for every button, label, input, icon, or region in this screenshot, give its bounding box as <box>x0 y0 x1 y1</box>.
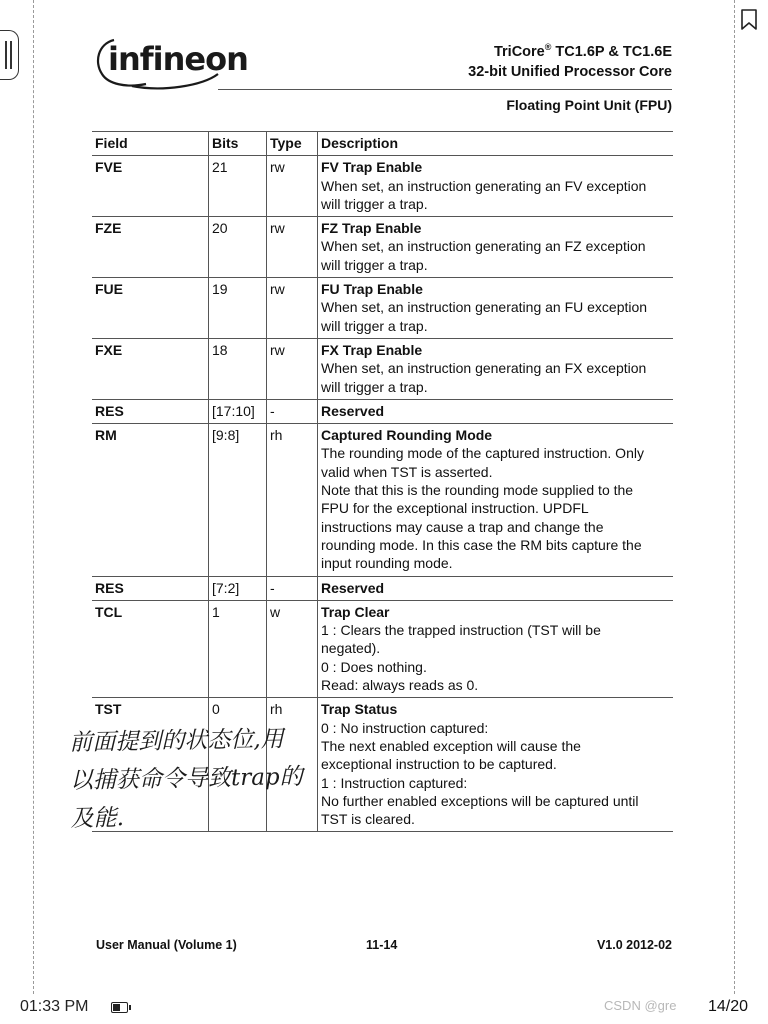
note-line: 前面提到的状态位,用 <box>69 726 284 757</box>
description-line: When set, an instruction generating an FZ exception <box>321 238 646 255</box>
description-title: Trap Clear <box>321 603 390 620</box>
description-line: 1 : Clears the trapped instruction (TST will be <box>321 622 601 639</box>
table-row <box>92 576 673 600</box>
type-cell: rh <box>267 424 318 576</box>
description-line: When set, an instruction generating an FU exception <box>321 299 648 316</box>
description-line: When set, an instruction generating an FX exception <box>321 360 647 377</box>
field-name-cell: TST <box>92 698 209 832</box>
type-cell: rh <box>267 698 318 832</box>
page-indicator[interactable]: 14/20 <box>708 998 749 1015</box>
bits-cell: [7:2] <box>209 576 267 600</box>
description-cell <box>318 278 674 339</box>
bits-cell: 18 <box>209 338 267 399</box>
field-name-cell: RES <box>92 399 209 423</box>
description-line: When set, an instruction generating an FV exception <box>321 177 647 194</box>
logo-text: infineon <box>108 40 248 78</box>
description-line: The next enabled exception will cause the <box>321 737 581 754</box>
description-line: valid when TST is asserted. <box>321 463 493 480</box>
clock: 01:33 PM <box>20 998 89 1015</box>
description-title: FV Trap Enable <box>321 159 423 176</box>
description-line: will trigger a trap. <box>321 378 428 395</box>
description-line: input rounding mode. <box>321 555 453 572</box>
bookmark-icon[interactable] <box>740 8 758 32</box>
bits-cell: 19 <box>209 278 267 339</box>
footer-manual-title: User Manual (Volume 1) <box>96 938 237 952</box>
note-line: 以捕获命令导致trap的 <box>69 763 303 795</box>
description-title: Reserved <box>321 579 385 596</box>
description-line: will trigger a trap. <box>321 256 428 273</box>
description-line: 0 : Does nothing. <box>321 658 427 675</box>
description-title: Trap Status <box>321 701 398 718</box>
description-title: Reserved <box>321 402 385 419</box>
description-line: No further enabled exceptions will be captured until <box>321 792 639 809</box>
description-cell <box>318 576 674 600</box>
bits-cell: 0 <box>209 698 267 832</box>
table-row <box>92 156 673 217</box>
table-row <box>92 600 673 697</box>
description-line: instructions may cause a trap and change the <box>321 518 604 535</box>
description-cell <box>318 424 674 576</box>
type-cell: rw <box>267 338 318 399</box>
description-line: exceptional instruction to be captured. <box>321 756 557 773</box>
side-panel-handle[interactable] <box>0 30 19 80</box>
description-cell <box>318 399 674 423</box>
column-header-field: Field <box>92 132 209 156</box>
section-title: Floating Point Unit (FPU) <box>506 97 672 113</box>
description-line: Note that this is the rounding mode supplied to the <box>321 482 634 499</box>
field-name-cell: TCL <box>92 600 209 697</box>
watermark: CSDN @gre <box>604 998 677 1013</box>
table-row <box>92 399 673 423</box>
description-title: FX Trap Enable <box>321 341 423 358</box>
description-line: negated). <box>321 640 381 657</box>
type-cell: rw <box>267 156 318 217</box>
column-header-type: Type <box>267 132 318 156</box>
footer-version: V1.0 2012-02 <box>596 938 672 952</box>
field-name-cell: RM <box>92 424 209 576</box>
description-line: TST is cleared. <box>321 811 415 828</box>
header-rule <box>218 89 672 90</box>
type-cell: rw <box>267 278 318 339</box>
column-header-bits: Bits <box>209 132 267 156</box>
description-line: 0 : No instruction captured: <box>321 719 489 736</box>
description-cell <box>318 338 674 399</box>
description-cell <box>318 156 674 217</box>
field-name-cell: FXE <box>92 338 209 399</box>
type-cell: - <box>267 576 318 600</box>
infineon-logo <box>92 34 248 92</box>
handwritten-note <box>69 720 304 838</box>
description-line: rounding mode. In this case the RM bits capture the <box>321 536 642 553</box>
description-cell <box>318 217 674 278</box>
battery-icon <box>111 1002 128 1013</box>
table-header-row <box>92 132 673 156</box>
field-name-cell: FVE <box>92 156 209 217</box>
field-name-cell: RES <box>92 576 209 600</box>
description-cell <box>318 600 674 697</box>
document-subtitle: 32-bit Unified Processor Core <box>468 64 672 80</box>
column-header-description: Description <box>318 132 674 156</box>
product-title: TriCore® TC1.6P & TC1.6E <box>493 42 672 60</box>
type-cell: - <box>267 399 318 423</box>
description-line: will trigger a trap. <box>321 195 428 212</box>
footer-page-number: 11-14 <box>366 938 398 952</box>
table-row <box>92 278 673 339</box>
description-line: 1 : Instruction captured: <box>321 774 468 791</box>
type-cell: rw <box>267 217 318 278</box>
table-row <box>92 338 673 399</box>
description-line: will trigger a trap. <box>321 317 428 334</box>
left-margin-guide <box>33 0 34 994</box>
description-line: Read: always reads as 0. <box>321 677 479 694</box>
bits-cell: 21 <box>209 156 267 217</box>
description-title: Captured Rounding Mode <box>321 427 493 444</box>
right-margin-guide <box>734 0 735 994</box>
description-title: FZ Trap Enable <box>321 220 422 237</box>
table-row <box>92 217 673 278</box>
type-cell: w <box>267 600 318 697</box>
description-cell <box>318 698 674 832</box>
bits-cell: 1 <box>209 600 267 697</box>
bits-cell: [9:8] <box>209 424 267 576</box>
table-row <box>92 424 673 576</box>
field-name-cell: FUE <box>92 278 209 339</box>
field-name-cell: FZE <box>92 217 209 278</box>
bits-cell: [17:10] <box>209 399 267 423</box>
bits-cell: 20 <box>209 217 267 278</box>
note-line: 及能. <box>70 805 125 833</box>
description-line: FPU for the exceptional instruction. UPDFL <box>321 500 589 517</box>
description-line: The rounding mode of the captured instruction. Only <box>321 445 644 462</box>
description-title: FU Trap Enable <box>321 281 423 298</box>
